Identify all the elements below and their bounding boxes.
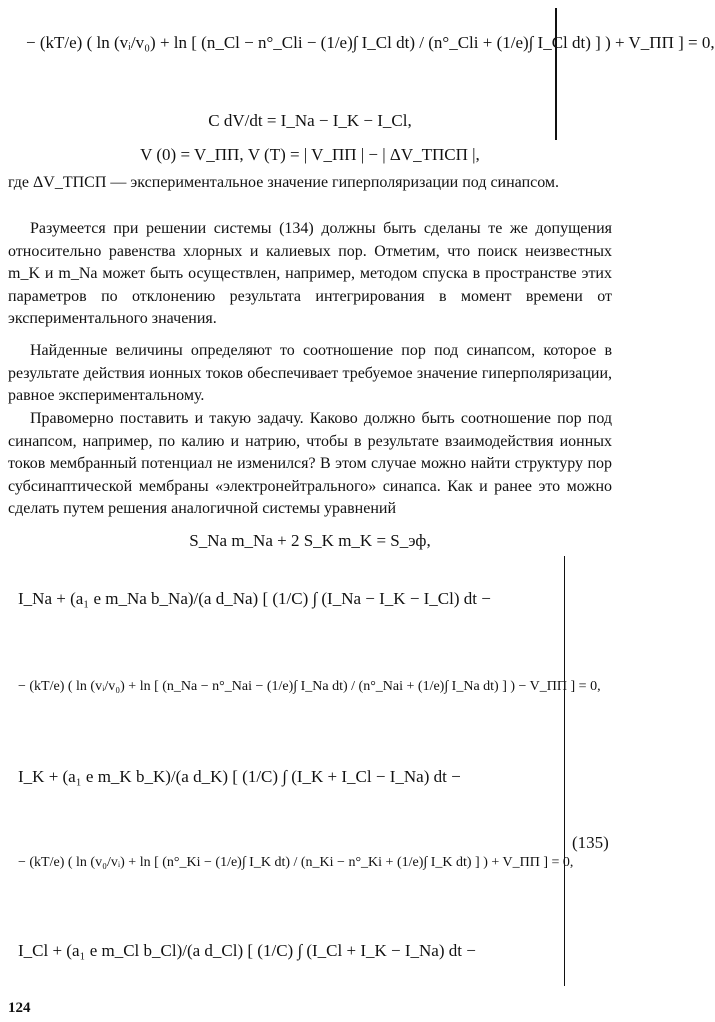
page-number: 124 [8,1000,31,1016]
equation-number: (135) [572,833,609,852]
paragraph: Правомерно поставить и такую задачу. Каково должно быть соотношение пор под синапсом, например, по калию и натрию, чтобы в результате взаимодействия ионных токов мембранный потенциал не изменился? В этом случае можно найти структуру пор субсинаптической мембраны «электронейтрального» синапса. Как и ранее это можно сделать путем решения аналогичной системы уравнений [8,410,612,518]
system-brace [555,8,565,140]
equation-text: V (0) = V_ПП, V (T) = | V_ПП | − | ΔV_ТПСП |, [140,145,480,164]
equation-text: − (kT/e) ( ln (v₀/vᵢ) + ln [ (n°_Ki − (1/e)∫ I_K dt) / (n_Ki − n°_Ki + (1/e)∫ I_K dt) ] ) + V_ПП ] = 0, [18,855,574,870]
system-brace [556,556,565,986]
equation-text: S_Na m_Na + 2 S_K m_K = S_эф, [189,531,431,550]
equation-text: I_K + (a₁ e m_K b_K)/(a d_K) [ (1/C) ∫ (I_K + I_Cl − I_Na) dt − [18,767,461,786]
equation-text: I_Cl + (a₁ e m_Cl b_Cl)/(a d_Cl) [ (1/C) ∫ (I_Cl + I_K − I_Na) dt − [18,941,476,960]
equation-text: I_Na + (a₁ e m_Na b_Na)/(a d_Na) [ (1/C) ∫ (I_Na − I_K − I_Cl) dt − [18,589,491,608]
paragraph: Найденные величины определяют то соотношение пор под синапсом, которое в результате действия ионных токов обеспечивает требуемое значение гиперполяризации, равное экспериментальному. [8,342,612,405]
equation-text: − (kT/e) ( ln (vᵢ/v₀) + ln [ (n_Na − n°_Nai − (1/e)∫ I_Na dt) / (n°_Nai + (1/e)∫ I_Na dt) ] ) − V_ПП ] = 0, [18,679,601,694]
equation-text: C dV/dt = I_Na − I_K − I_Cl, [208,111,412,130]
paragraph: где ΔV_ТПСП — экспериментальное значение гиперполяризации под синапсом. [8,174,560,191]
paragraph: Разумеется при решении системы (134) должны быть сделаны те же допущения относительно равенства хлорных и калиевых пор. Отметим, что поиск неизвестных m_K и m_Na может быть осуществлен, например, методом спуска в пространстве этих параметров по отклонению результата интегрирования в момент времени от экспериментального значения. [8,220,612,328]
equation-text: − (kT/e) ( ln (vᵢ/v₀) + ln [ (n_Cl − n°_Cli − (1/e)∫ I_Cl dt) / (n°_Cli + (1/e)∫ I_Cl dt) ] ) + V_ПП ] = 0, [26,33,715,52]
